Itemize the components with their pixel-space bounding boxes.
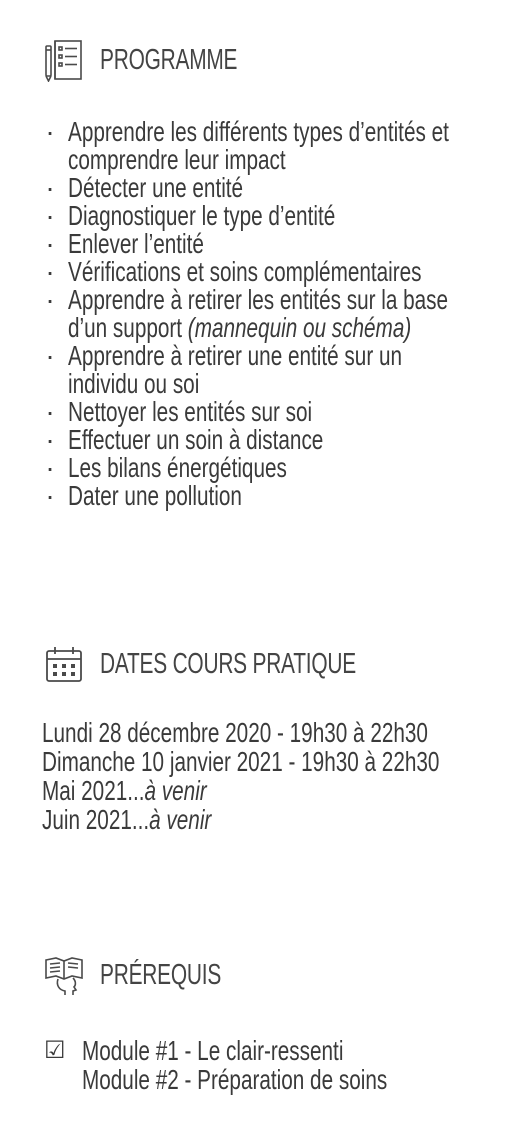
dates-list [42, 718, 525, 834]
list-item: · Apprendre à retirer une entité sur un [45, 340, 403, 371]
list-item: · Nettoyer les entités sur soi [45, 396, 313, 427]
programme-title: PROGRAMME [100, 43, 238, 76]
prerequis-item: Module #2 - Préparation de soins [82, 1064, 388, 1095]
bullet: · [45, 452, 55, 483]
notebook-pencil-icon [42, 38, 86, 82]
bullet: · [45, 396, 55, 427]
date-entry: Lundi 28 décembre 2020 - 19h30 à 22h30 [42, 717, 428, 748]
date-entry: Mai 2021...à venir [42, 775, 207, 806]
programme-list [42, 118, 512, 510]
list-item: · Dater une pollution [45, 480, 242, 511]
list-item: · Effectuer un soin à distance [45, 424, 324, 455]
bullet: · [45, 424, 55, 455]
bullet: · [45, 284, 55, 315]
list-item: · Diagnostiquer le type d’entité [45, 200, 336, 231]
date-entry: Juin 2021...à venir [42, 804, 212, 835]
dates-heading [42, 642, 455, 686]
list-item: · Enlever l’entité [45, 228, 204, 259]
list-item: · Détecter une entité [45, 172, 244, 203]
bullet: · [45, 256, 55, 287]
list-item: · Apprendre à retirer les entités sur la base [45, 284, 449, 315]
list-item-continuation: individu ou soi [68, 368, 200, 399]
list-item: · Apprendre les différents types d’entités et [45, 116, 449, 147]
bullet: · [45, 228, 55, 259]
bullet: · [45, 340, 55, 371]
prerequis-item: ☑ Module #1 - Le clair-ressenti [44, 1035, 344, 1066]
book-head-icon [42, 953, 86, 997]
dates-title: DATES COURS PRATIQUE [100, 647, 356, 680]
prerequis-title: PRÉREQUIS [100, 958, 222, 991]
calendar-icon [42, 642, 86, 686]
bullet: · [45, 172, 55, 203]
list-item-continuation: comprendre leur impact [68, 144, 286, 175]
bullet: · [45, 480, 55, 511]
checkbox-checked-icon: ☑ [44, 1037, 66, 1064]
list-item: · Les bilans énergétiques [45, 452, 287, 483]
prerequis-list [42, 1036, 494, 1094]
bullet: · [45, 116, 55, 147]
bullet: · [45, 200, 55, 231]
list-item-continuation: d’un support (mannequin ou schéma) [68, 312, 412, 343]
list-item: · Vérifications et soins complémentaires [45, 256, 422, 287]
date-entry: Dimanche 10 janvier 2021 - 19h30 à 22h30 [42, 746, 440, 777]
programme-heading [42, 38, 291, 82]
prerequis-heading [42, 953, 268, 997]
